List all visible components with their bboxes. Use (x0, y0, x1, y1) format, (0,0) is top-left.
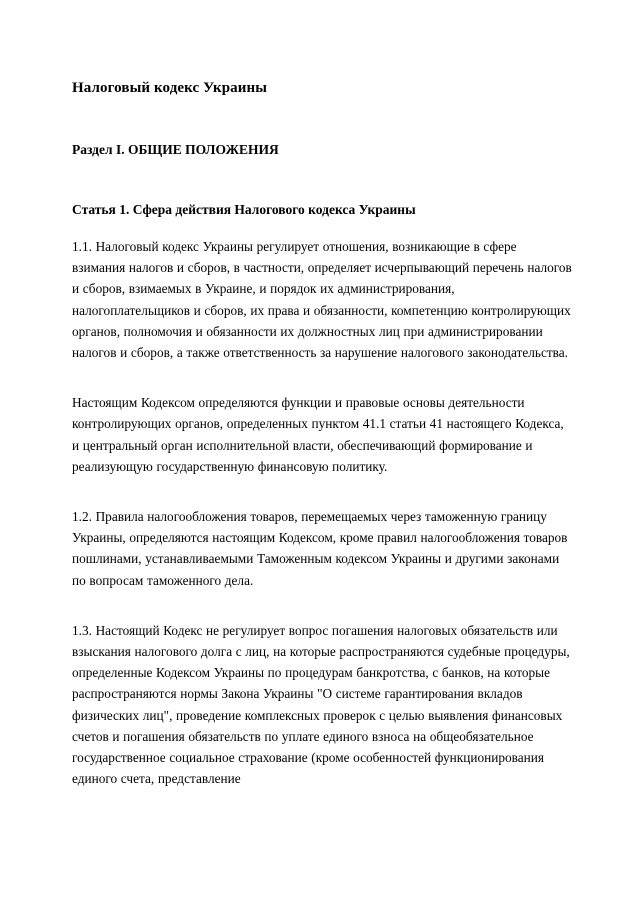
document-body (72, 78, 572, 789)
paragraph-1-2: 1.2. Правила налогообложения товаров, перемещаемых через таможенную границу Украины, определяются настоящим Кодексом, кроме правил налогообложения товаров пошлинами, устанавливаемыми Таможенным кодексом Украины и другими законами по вопросам таможенного дела. (72, 509, 568, 588)
section-heading: Раздел I. ОБЩИЕ ПОЛОЖЕНИЯ (72, 142, 279, 157)
article-heading: Статья 1. Сфера действия Налогового кодекса Украины (72, 202, 416, 217)
paragraph-1-1-continuation: Настоящим Кодексом определяются функции и правовые основы деятельности контролирующих органов, определенных пунктом 41.1 статьи 41 настоящего Кодекса, и центральный орган исполнительной власти, обеспечивающий формирование и реализующую государственную финансовую политику. (72, 395, 564, 474)
page-title: Налоговый кодекс Украины (72, 80, 268, 96)
paragraph-1-3: 1.3. Настоящий Кодекс не регулирует вопрос погашения налоговых обязательств или взыскания налогового долга с лиц, на которые распространяются судебные процедуры, определенные Кодексом Украины по процедурам банкротства, с банков, на которые распространяются нормы Закона Украины "О системе гарантирования вкладов физических лиц", проведение комплексных проверок с целью выявления финансовых счетов и погашения обязательств по уплате единого взноса на общеобязательное государственное социальное страхование (кроме особенностей функционирования единого счета, представление (72, 622, 570, 787)
paragraph-1-1: 1.1. Налоговый кодекс Украины регулирует отношения, возникающие в сфере взимания налогов и сборов, в частности, определяет исчерпывающий перечень налогов и сборов, взимаемых в Украине, и порядок их администрирования, налогоплательщиков и сборов, их права и обязанности, компетенцию контролирующих органов, полномочия и обязанности их должностных лиц при администрировании налогов и сборов, а также ответственность за нарушение налогового законодательства. (72, 239, 572, 361)
